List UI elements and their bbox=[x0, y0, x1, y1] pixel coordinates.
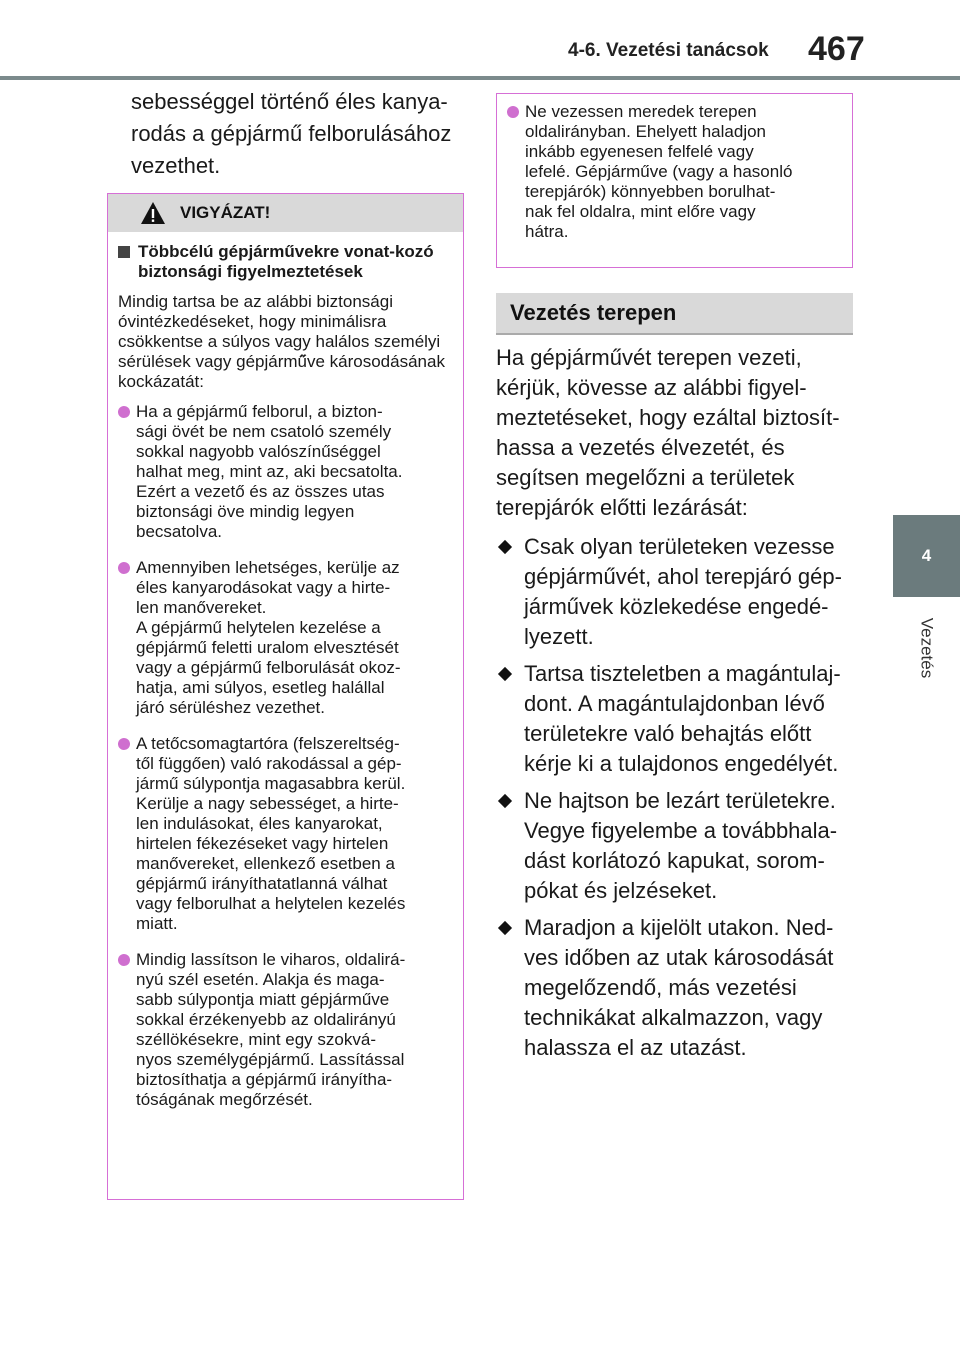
list-item bbox=[496, 913, 856, 1063]
intro-text: sebességgel történő éles kanya-rodás a gépjármű felborulásához vezethet. bbox=[131, 89, 452, 178]
section-paragraph: Ha gépjárművét terepen vezeti, kérjük, kövesse az alábbi figyel- meztetéseket, hogy ezáltal biztosít- hassa a vezetés élvezetét, és segítsen megelőzni a területek terepjárók előtti lezárását: bbox=[496, 345, 840, 520]
warning-body bbox=[108, 232, 463, 1110]
list-item-text: Tartsa tiszteletben a magántulaj- dont. A magántulajdonban lévő területekre való behajtás előtt kérje ki a tulajdonos engedélyét. bbox=[524, 661, 841, 776]
list-item bbox=[496, 532, 856, 652]
warning-item bbox=[507, 102, 842, 242]
chapter-tab[interactable] bbox=[893, 515, 960, 597]
warning-item bbox=[118, 734, 451, 934]
diamond-bullet-icon bbox=[498, 667, 512, 681]
list-item bbox=[496, 786, 856, 906]
warning-item-text: Ne vezessen meredek terepen oldalirányban. Ehelyett haladjon inkább egyenesen felfelé vagy lefelé. Gépjárműve (vagy a hasonló terepjárók) könnyebben borulhat- nak fel oldalra, mint előre vagy hátra. bbox=[525, 102, 793, 241]
warning-header bbox=[108, 194, 463, 232]
warning-icon bbox=[140, 201, 166, 225]
warning-item-text: Mindig lassítson le viharos, oldalirá- nyú szél esetén. Alakja és maga- sabb súlypontja miatt gépjárműve sokkal érzékenyebb az oldalirányú széllökésekre, mint egy szokvá- nyos személygépjármű. Lassítással biztosíthatja a gépjármű irányítha- tóságának megőrzését. bbox=[136, 950, 406, 1109]
list-item-text: Csak olyan területeken vezesse gépjárművét, ahol terepjáró gép- járművek közlekedése engedé- lyezett. bbox=[524, 534, 842, 649]
list-item-text: Maradjon a kijelölt utakon. Ned- ves időben az utak károsodását megelőzendő, más vezetési technikákat alkalmazzon, vagy halassza el az utazást. bbox=[524, 915, 834, 1060]
chapter-number: 4 bbox=[921, 546, 932, 565]
list-item-text: Ne hajtson be lezárt területekre. Vegye figyelembe a továbbhala- dást korlátozó kapukat, sorom- pókat és jelzéseket. bbox=[524, 788, 838, 903]
header-divider bbox=[0, 76, 960, 80]
warning-continuation-box bbox=[496, 93, 853, 268]
warning-item bbox=[118, 558, 451, 718]
section-title: 4-6. Vezetési tanácsok bbox=[568, 40, 769, 61]
page-number: 467 bbox=[808, 30, 865, 68]
warning-intro: Mindig tartsa be az alábbi biztonsági óvintézkedéseket, hogy minimálisra csökkentse a súlyos vagy halálos személyi sérülések vagy gépjármű̋ve károsodásának kockázatát: bbox=[118, 292, 445, 391]
warning-item bbox=[118, 402, 451, 542]
bullet-dot-icon bbox=[118, 406, 130, 418]
warning-item-text: A tetőcsomagtartóra (felszereltség- től függően) való rakodással a gép- jármű súlypontja magasabbra kerül. Kerülje a nagy sebességet, a hirte- len indulásokat, éles kanyarokat, hirtelen fékezéseket vagy hirtelen manővereket, ellenkező esetben a gépjármű irányíthatatlanná válhat vagy felborulhat a helytelen kezelés miatt. bbox=[136, 734, 406, 933]
warning-item bbox=[118, 950, 451, 1110]
chapter-label bbox=[893, 608, 960, 688]
diamond-bullet-icon bbox=[498, 794, 512, 808]
warning-subheading-text: Többcélú gépjárművekre vonat-kozó biztonsági figyelmeztetések bbox=[138, 242, 434, 281]
warning-item-text: Ha a gépjármű felborul, a bizton- sági övét be nem csatoló személy sokkal nagyobb valószínűséggel halhat meg, mint az, aki becsatolta. Ezért a vezető és az összes utas biztonsági öve mindig legyen becsatolva. bbox=[136, 402, 403, 541]
section-heading-text: Vezetés terepen bbox=[510, 300, 677, 325]
warning-title: VIGYÁZAT! bbox=[180, 203, 271, 222]
warning-item-text: Amennyiben lehetséges, kerülje az éles kanyarodásokat vagy a hirte- len manővereket. A gépjármű helytelen kezelése a gépjármű feletti uralom elvesztését vagy a gépjármű felborulását okoz- hatja, ami súlyos, esetleg halállal járó sérüléshez vezethet. bbox=[136, 558, 401, 717]
square-bullet-icon bbox=[118, 246, 130, 258]
warning-subheading bbox=[118, 242, 451, 282]
bullet-dot-icon bbox=[118, 738, 130, 750]
warning-box bbox=[107, 193, 464, 1200]
bullet-dot-icon bbox=[118, 954, 130, 966]
section-heading bbox=[496, 293, 853, 335]
section-bullet-list bbox=[496, 532, 856, 1070]
chapter-label-text: Vezetés bbox=[917, 617, 937, 679]
bullet-dot-icon bbox=[507, 106, 519, 118]
diamond-bullet-icon bbox=[498, 921, 512, 935]
bullet-dot-icon bbox=[118, 562, 130, 574]
list-item bbox=[496, 659, 856, 779]
diamond-bullet-icon bbox=[498, 540, 512, 554]
